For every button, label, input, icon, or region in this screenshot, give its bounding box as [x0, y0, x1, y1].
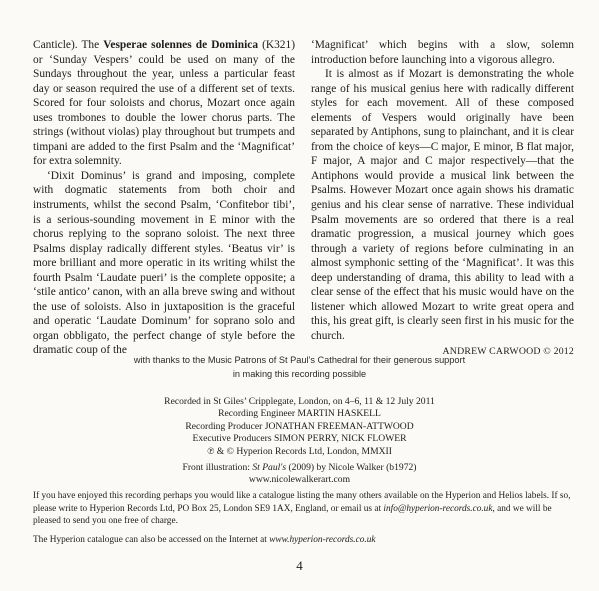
right-column [311, 38, 574, 360]
recording-engineer: Recording Engineer MARTIN HASKELL [218, 408, 381, 420]
paragraph-text: (K321) or ‘Sunday Vespers’ could be used on many of the Sundays throughout the year, unless a particular feast day or season required the use of a different set of texts. Scored for four soloists and chorus, Mozart once again uses trombones to double the lower chorus parts. The strings (without violas) play throughout but trumpets and timpani are added to the first Psalm and the ‘Magnificat’ for extra solemnity. [33, 39, 295, 168]
recording-location: Recorded in St Giles’ Cripplegate, London, on 4–6, 11 & 12 July 2011 [164, 396, 435, 407]
illustration-title: St Paul's [252, 462, 287, 474]
author-credit: ANDREW CARWOOD © 2012 [442, 346, 574, 358]
acknowledgement-line-1: with thanks to the Music Patrons of St Paul’s Cathedral for their generous support [133, 355, 466, 365]
right-paragraph-1: ‘Magnificat’ which begins with a slow, solemn introduction before launching into a vigorous allegro. [311, 39, 574, 66]
executive-producers: Executive Producers SIMON PERRY, NICK FLOWER [192, 433, 407, 445]
page-number: 4 [296, 558, 303, 573]
left-paragraph-2: ‘Dixit Dominus’ is grand and imposing, complete with dogmatic statements from both choir and instruments, whilst the second Psalm, ‘Confitebor tibi’, is a serious-sounding movement in E minor with the chorus replying to the soprano soloist. The next three Psalms display radically different styles. ‘Beatus vir’ is more brilliant and more operatic in its writing whilst the fourth Psalm ‘Laudate pueri’ is the complete opposite; a ‘stile antico’ canon, with an alla breve swing and without the use of soloists. Also in juxtaposition is the graceful and operatic ‘Laudate Dominum’ for soprano solo and organ obbligato, the perfect change of style before the dramatic coup of the [33, 169, 295, 357]
catalogue-text: , and we will be pleased to send you one free of charge. [33, 503, 552, 527]
catalogue-info [33, 490, 576, 546]
front-illustration [0, 462, 599, 474]
copyright-line: ℗ & © Hyperion Records Ltd, London, MMXII [207, 445, 392, 457]
paragraph-text: Canticle). The [33, 39, 104, 51]
illustration-artist: (2009) by Nicole Walker (b1972) [286, 462, 417, 474]
internet-text: The Hyperion catalogue can also be accessed on the Internet at [33, 534, 270, 545]
left-paragraph-1 [33, 38, 295, 169]
recording-credits [0, 396, 599, 487]
illustration-label: Front illustration: [182, 462, 253, 474]
hyperion-website: www.hyperion-records.co.uk [269, 534, 376, 545]
acknowledgement [0, 354, 599, 381]
artist-website: www.nicolewalkerart.com [248, 474, 351, 486]
catalogue-paragraph [33, 490, 576, 528]
left-column [33, 38, 295, 358]
work-title: Vesperae solennes de Dominica [103, 39, 259, 51]
catalogue-text: If you have enjoyed this recording perhaps you would like a catalogue listing the many others available on the Hyperion and Helios labels. If so, please write to Hyperion Records Ltd, PO Box 25, London SE9 1AX, England, or email us at [33, 491, 571, 514]
email-address: info@hyperion-records.co.uk [383, 503, 493, 514]
acknowledgement-line-2: in making this recording possible [232, 368, 367, 379]
right-paragraph-2: It is almost as if Mozart is demonstrating the whole range of his musical genius here with radically different styles for each movement. All of these composed elements of Vespers would originally have been separated by Antiphons, sung to plainchant, and it is clear from the choice of keys—C major, E minor, B flat major, F major, A major and C major respectively—that the Antiphons would provide a musical link between the Psalms. However Mozart once again shows his dramatic genius and his clear sense of narrative. These individual Psalm movements are so ordered that there is a real dramatic progression, a musical journey which goes through a variety of regions before culminating in an almost symphonic setting of the ‘Magnificat’. It was this deep understanding of drama, this ability to lead with a clear sense of the effect that his music would have on the listener which allowed Mozart to write great opera and this, his great gift, is clearly seen first in his music for the church. [311, 68, 574, 342]
internet-paragraph [33, 534, 576, 547]
recording-producer: Recording Producer JONATHAN FREEMAN-ATTWOOD [185, 420, 414, 432]
